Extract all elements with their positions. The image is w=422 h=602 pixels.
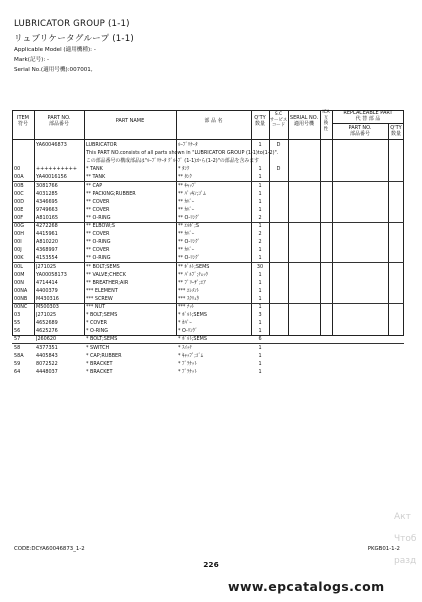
- cell-part: YA40016156: [36, 174, 67, 181]
- header-part-no: PART NO. 部品番号: [47, 115, 71, 127]
- cell-name: * BOLT;SEMS: [86, 336, 118, 343]
- cell-jp: *** ｴﾚﾒﾝﾄ: [178, 287, 200, 294]
- group-title-en: LUBRICATOR GROUP (1-1): [14, 19, 130, 29]
- header-interchangeability: ICA 互 換 性: [322, 110, 330, 132]
- cell-name: ** COVER: [86, 206, 110, 213]
- cell-part: 4031285: [36, 190, 58, 197]
- table-row: [12, 230, 404, 238]
- cell-name: ** VALVE;CHECK: [86, 271, 126, 278]
- cell-qty: 1: [258, 166, 262, 173]
- table-row: [12, 303, 404, 311]
- serial-no: Serial No.(適用号機):007001,: [14, 67, 93, 73]
- cell-item: 59: [14, 360, 21, 367]
- applicable-model: Applicable Model (適用機種): -: [14, 47, 96, 53]
- cell-item: 00D: [14, 198, 24, 205]
- cell-part: 4714414: [36, 279, 58, 286]
- cell-part: 4400379: [36, 287, 58, 294]
- header-replaceable-part: REPLACEABLE PART 代 替 部 品: [343, 110, 393, 122]
- cell-jp: *** ﾅｯﾄ: [178, 304, 195, 310]
- cell-jp: ** ｴﾙﾎﾞ;S: [178, 223, 199, 229]
- cell-name: * COVER: [86, 320, 108, 327]
- cell-item: 00I: [14, 239, 22, 246]
- cell-qty: 2: [258, 214, 262, 221]
- cell-item: 55: [14, 320, 21, 327]
- cell-item: 00M: [14, 271, 25, 278]
- cell-part: J271025: [36, 263, 57, 270]
- cell-sc: D: [276, 142, 281, 148]
- cell-qty: 1: [258, 287, 262, 294]
- cell-part: YA00058173: [36, 271, 67, 278]
- cell-item: 00B: [14, 182, 24, 189]
- cell-name: * BRACKET: [86, 368, 113, 375]
- cell-part: M430316: [36, 295, 59, 302]
- cell-jp: ** O-ﾘﾝｸﾞ: [178, 214, 200, 221]
- cell-item: 00A: [14, 174, 24, 181]
- cell-qty: 1: [258, 174, 262, 181]
- table-row: [12, 271, 404, 279]
- cell-name: ** TANK: [86, 174, 106, 181]
- cell-jp: ** ﾊﾞﾙﾌﾞ;ﾁｪｯｸ: [178, 271, 209, 278]
- footer-code: CODE:DCYA60046873_1-2: [14, 546, 85, 552]
- table-row: [12, 165, 404, 173]
- cell-name: *** NUT: [86, 304, 106, 310]
- activation-text: Акт: [394, 512, 411, 522]
- cell-part: 4377351: [36, 344, 58, 351]
- cell-item: 00NB: [14, 295, 28, 302]
- cell-part: 4652689: [36, 320, 58, 327]
- cell-name: ** O-RING: [86, 255, 111, 262]
- cell-qty: 1: [258, 271, 262, 278]
- cell-item: 00K: [14, 255, 24, 262]
- cell-item: 00J: [14, 247, 22, 254]
- header-serial-no: SERIAL NO. 適用号機: [289, 115, 319, 127]
- table-row: [12, 311, 404, 319]
- cell-qty: 30: [256, 263, 264, 270]
- table-row: [12, 263, 404, 271]
- cell-jp: ** ｶﾊﾞｰ: [178, 231, 195, 238]
- table-row: [12, 182, 404, 190]
- cell-jp: ** O-ﾘﾝｸﾞ: [178, 255, 200, 262]
- table-row: [12, 238, 404, 246]
- cell-qty: 2: [258, 231, 262, 238]
- cell-part: M500303: [36, 304, 59, 310]
- cell-item: 64: [14, 368, 21, 375]
- cell-part: 4405843: [36, 352, 58, 359]
- table-row: [12, 352, 404, 360]
- cell-item: 56: [14, 328, 21, 335]
- cell-part: 9749663: [36, 206, 58, 213]
- cell-jp: ** ｶﾊﾞｰ: [178, 198, 195, 205]
- page-number: 226: [203, 560, 219, 569]
- cell-jp: ** ｷｬｯﾌﾟ: [178, 182, 197, 189]
- cell-name: ** O-RING: [86, 239, 111, 246]
- cell-part: 4346695: [36, 198, 58, 205]
- table-row: [12, 141, 404, 149]
- cell-item: 00H: [14, 231, 24, 238]
- header-jp-name: 部 品 名: [204, 118, 223, 124]
- cell-part: A810220: [36, 239, 59, 246]
- cell-item: 00C: [14, 190, 24, 197]
- cell-qty: 1: [258, 328, 262, 335]
- cell-jp: * ﾌﾞﾗｹｯﾄ: [178, 368, 197, 375]
- cell-name: この部品番号の構成部品は"ﾙｰﾌﾞﾘｹｰﾀ ｸﾞﾙｰﾌﾟ (1-1)から(1-2)"の部品を含みます: [86, 158, 260, 165]
- cell-name: ** O-RING: [86, 214, 111, 221]
- cell-jp: * ﾎﾞﾙﾄ;SEMS: [178, 336, 207, 343]
- cell-item: 00E: [14, 206, 24, 213]
- cell-item: 58A: [14, 352, 24, 359]
- cell-item: 00: [14, 166, 21, 173]
- table-row: [12, 327, 404, 335]
- cell-qty: 1: [258, 360, 262, 367]
- cell-name: *** SCREW: [86, 295, 113, 302]
- cell-part: 4448037: [36, 368, 58, 375]
- header-item: ITEM 符号: [16, 115, 29, 127]
- cell-name: ** BREATHER;AIR: [86, 279, 129, 286]
- header-part-name: PART NAME: [115, 118, 145, 124]
- cell-part: A810165: [36, 214, 59, 221]
- cell-item: 03: [14, 312, 21, 319]
- cell-qty: 1: [258, 368, 262, 375]
- cell-name: ** ELBOW;S: [86, 223, 115, 229]
- cell-name: ** BOLT;SEMS: [86, 263, 120, 270]
- cell-jp: * O-ﾘﾝｸﾞ: [178, 328, 198, 335]
- cell-name: LUBRICATOR: [86, 142, 117, 148]
- cell-jp: ** ﾊﾟｯｷﾝ;ｺﾞﾑ: [178, 190, 206, 197]
- cell-part: ++++++++++: [36, 166, 77, 173]
- cell-name: ** CAP: [86, 182, 103, 189]
- cell-part: 4153554: [36, 255, 58, 262]
- mark: Mark(記号): -: [14, 57, 50, 63]
- cell-qty: 1: [258, 295, 262, 302]
- header-service-code: S.C サービス コード: [269, 112, 288, 128]
- cell-jp: ** ﾌﾞﾘｰｻﾞ;ｴｱ: [178, 279, 206, 286]
- cell-part: YA60046873: [36, 142, 67, 148]
- table-row: [12, 206, 404, 214]
- cell-jp: ** ﾀﾝｸ: [178, 174, 192, 181]
- table-row: [12, 246, 404, 254]
- header-divider: [12, 139, 404, 140]
- cell-jp: ** ﾎﾞﾙﾄ;SEMS: [178, 263, 210, 270]
- table-row: [12, 222, 404, 230]
- footer-pkg: PKGB01-1-2: [367, 546, 400, 552]
- cell-qty: 1: [258, 352, 262, 359]
- watermark-link[interactable]: www.epcatalogs.com: [228, 579, 385, 594]
- cell-sc: D: [276, 166, 281, 173]
- cell-qty: 6: [258, 336, 262, 343]
- parts-table: [12, 110, 404, 375]
- cell-name: * BOLT;SEMS: [86, 312, 118, 319]
- cell-jp: ** ｶﾊﾞｰ: [178, 247, 195, 254]
- cell-item: 00F: [14, 214, 24, 221]
- table-row: [12, 360, 404, 368]
- table-row: [12, 287, 404, 295]
- cell-qty: 1: [258, 182, 262, 189]
- cell-name: This PART NO.consists of all parts shown in "LUBRICATOR GROUP (1-1)to(1-2)".: [86, 150, 279, 157]
- header-replaceable-qty: Q'TY 数量: [390, 125, 402, 137]
- cell-jp: * ｶﾊﾞｰ: [178, 320, 192, 327]
- cell-qty: 1: [258, 190, 262, 197]
- cell-name: ** COVER: [86, 231, 110, 238]
- cell-item: 00NA: [14, 287, 28, 294]
- cell-item: 57: [14, 336, 21, 343]
- cell-name: ** PACKING;RUBBER: [86, 190, 136, 197]
- cell-item: 00N: [14, 279, 24, 286]
- table-row: [12, 319, 404, 327]
- cell-item: 00G: [14, 223, 25, 229]
- cell-part: 4272268: [36, 223, 58, 229]
- cell-qty: 1: [258, 206, 262, 213]
- cell-qty: 1: [258, 198, 262, 205]
- cell-qty: 1: [258, 247, 262, 254]
- cell-qty: 1: [258, 320, 262, 327]
- replaceable-divider: [332, 123, 404, 124]
- cell-name: * CAP;RUBBER: [86, 352, 122, 359]
- cell-part: 8072522: [36, 360, 58, 367]
- note-row: [12, 149, 404, 157]
- cell-name: * O-RING: [86, 328, 109, 335]
- cell-jp: ﾙｰﾌﾞﾘｹｰﾀ: [178, 142, 198, 148]
- table-row: [12, 279, 404, 287]
- cell-part: J271025: [36, 312, 57, 319]
- cell-name: ** COVER: [86, 198, 110, 205]
- cell-qty: 1: [258, 223, 262, 229]
- cell-part: 4368997: [36, 247, 58, 254]
- cell-item: 00L: [14, 263, 23, 270]
- table-row: [12, 198, 404, 206]
- header-qty: Q'TY 数量: [254, 115, 266, 127]
- table-row: [12, 368, 404, 376]
- cell-part: 4415961: [36, 231, 58, 238]
- cell-qty: 1: [258, 344, 262, 351]
- cell-part: J260620: [36, 336, 57, 343]
- cell-part: 4625276: [36, 328, 58, 335]
- cell-jp: *** ｽｸﾘｭｳ: [178, 295, 200, 302]
- cell-item: 58: [14, 344, 21, 351]
- cell-qty: 1: [258, 304, 262, 310]
- cell-name: * SWITCH: [86, 344, 110, 351]
- cell-qty: 2: [258, 239, 262, 246]
- cell-item: 00NC: [14, 304, 28, 310]
- cell-jp: * ﾌﾞﾗｹｯﾄ: [178, 360, 197, 367]
- table-row: [12, 190, 404, 198]
- cell-name: *** ELEMENT: [86, 287, 118, 294]
- activation-text: разд: [394, 556, 417, 566]
- cell-qty: 1: [258, 279, 262, 286]
- note-row: [12, 157, 404, 165]
- cell-jp: * ｽｲｯﾁ: [178, 344, 192, 351]
- cell-qty: 3: [258, 312, 262, 319]
- cell-jp: ** O-ﾘﾝｸﾞ: [178, 239, 200, 246]
- cell-name: * TANK: [86, 166, 103, 173]
- group-title-jp: リュブリケータグループ (1-1): [14, 34, 134, 44]
- activation-text: Чтоб: [394, 534, 417, 544]
- cell-jp: * ﾎﾞﾙﾄ;SEMS: [178, 312, 207, 319]
- cell-jp: ** ｶﾊﾞｰ: [178, 206, 195, 213]
- table-row: [12, 344, 404, 352]
- cell-part: 3081766: [36, 182, 58, 189]
- cell-name: ** COVER: [86, 247, 110, 254]
- cell-jp: * ｷｬｯﾌﾟ;ｺﾞﾑ: [178, 352, 204, 359]
- cell-name: * BRACKET: [86, 360, 113, 367]
- header-replaceable-part-no: PART NO. 部品番号: [348, 125, 372, 137]
- cell-qty: 1: [258, 142, 262, 148]
- cell-qty: 1: [258, 255, 262, 262]
- cell-jp: * ﾀﾝｸ: [178, 166, 190, 173]
